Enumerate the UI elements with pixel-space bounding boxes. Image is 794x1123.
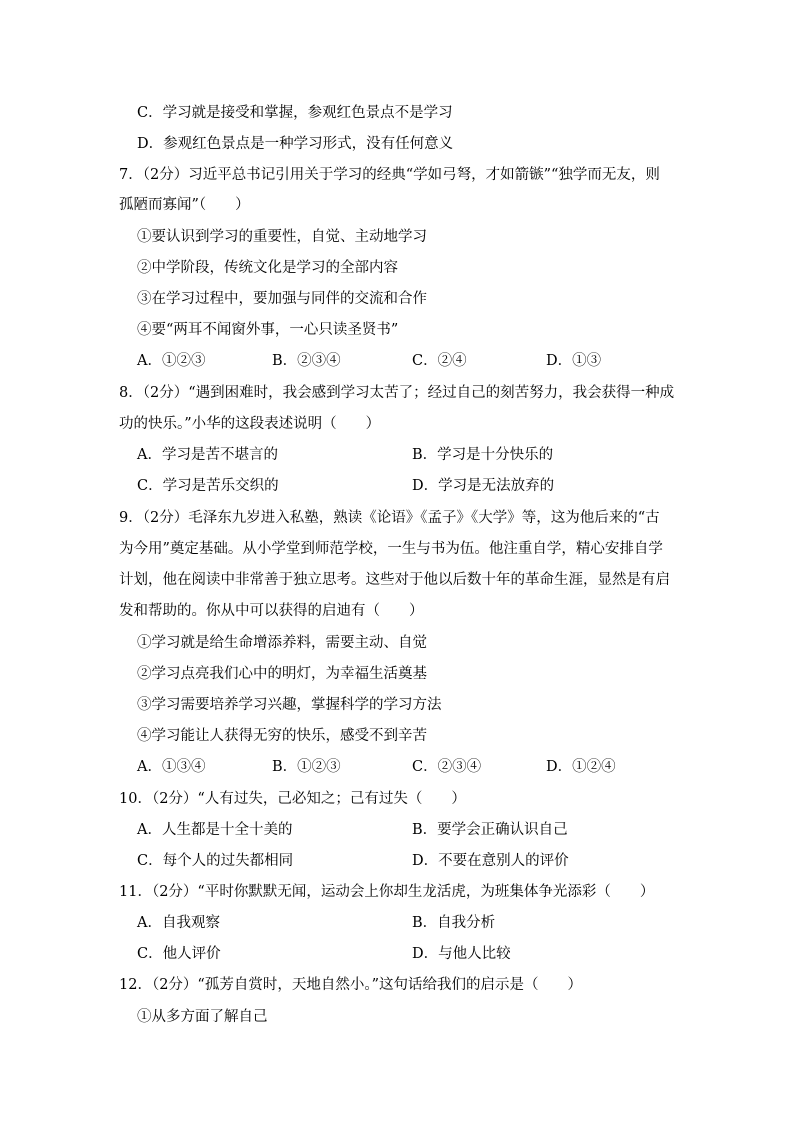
q8-option-d: D．学习是无法放弃的	[412, 478, 555, 494]
q9-option-b: B．①②③	[272, 759, 341, 775]
q8-stem-cont: 功的快乐。”小华的这段表述说明（ ）	[119, 416, 381, 432]
prev-option-c: C．学习就是接受和掌握，参观红色景点不是学习	[137, 105, 453, 121]
q9-option-a: A．①③④	[137, 759, 206, 775]
q12-stem: 12．（2分）“孤芳自赏时，天地自然小。”这句话给我们的启示是（ ）	[119, 977, 582, 993]
q11-stem: 11．（2分）“平时你默默无闻，运动会上你却生龙活虎，为班集体争光添彩（ ）	[119, 884, 655, 900]
q8-stem: 8．（2分）“遇到困难时，我会感到学习太苦了；经过自己的刻苦努力，我会获得一种成	[119, 385, 675, 401]
q9-item: ④学习能让人获得无穷的快乐，感受不到辛苦	[137, 728, 427, 744]
q7-option-d: D．①③	[546, 353, 602, 369]
q8-option-a: A．学习是苦不堪言的	[137, 447, 278, 463]
q10-stem: 10．（2分）“人有过失，己必知之；己有过失（ ）	[119, 791, 466, 807]
q8-option-b: B．学习是十分快乐的	[412, 447, 554, 463]
q10-option-a: A．人生都是十全十美的	[137, 822, 293, 838]
q7-stem: 7．（2分）习近平总书记引用关于学习的经典“学如弓弩，才如箭镞”“独学而无友，则	[119, 167, 660, 183]
q10-option-c: C．每个人的过失都相同	[137, 853, 294, 869]
q10-option-b: B．要学会正确认识自己	[412, 822, 568, 838]
q9-item: ③学习需要培养学习兴趣，掌握科学的学习方法	[137, 697, 442, 713]
q9-stem-cont: 发和帮助的。你从中可以获得的启迪有（ ）	[119, 603, 424, 619]
q7-option-a: A．①②③	[137, 353, 206, 369]
q10-option-d: D．不要在意别人的评价	[412, 853, 569, 869]
q9-option-c: C．②③④	[412, 759, 482, 775]
prev-option-d: D．参观红色景点是一种学习形式，没有任何意义	[137, 136, 454, 152]
q7-item: ③在学习过程中，要加强与同伴的交流和合作	[137, 291, 427, 307]
q11-option-d: D．与他人比较	[412, 946, 511, 962]
q7-option-b: B．②③④	[272, 353, 341, 369]
q11-option-c: C．他人评价	[137, 946, 221, 962]
q9-item: ②学习点亮我们心中的明灯，为幸福生活奠基	[137, 666, 427, 682]
q9-stem-cont: 为今用”奠定基础。从小学堂到师范学校，一生与书为伍。他注重自学，精心安排自学	[119, 541, 663, 557]
q9-item: ①学习就是给生命增添养料，需要主动、自觉	[137, 635, 427, 651]
q7-item: ②中学阶段，传统文化是学习的全部内容	[137, 260, 398, 276]
q9-stem: 9．（2分）毛泽东九岁进入私塾，熟读《论语》《孟子》《大学》等，这为他后来的“古	[119, 510, 660, 526]
q7-item: ①要认识到学习的重要性，自觉、主动地学习	[137, 229, 427, 245]
q7-option-c: C．②④	[412, 353, 467, 369]
q11-option-b: B．自我分析	[412, 915, 496, 931]
q7-stem-cont: 孤陋而寡闻”（ ）	[119, 197, 250, 213]
q11-option-a: A．自我观察	[137, 915, 220, 931]
q7-item: ④要“两耳不闻窗外事，一心只读圣贤书”	[137, 322, 399, 338]
q9-stem-cont: 计划，他在阅读中非常善于独立思考。这些对于他以后数十年的革命生涯，显然是有启	[119, 572, 670, 588]
q8-option-c: C．学习是苦乐交织的	[137, 478, 279, 494]
q9-option-d: D．①②④	[546, 759, 616, 775]
q12-item: ①从多方面了解自己	[137, 1009, 268, 1025]
